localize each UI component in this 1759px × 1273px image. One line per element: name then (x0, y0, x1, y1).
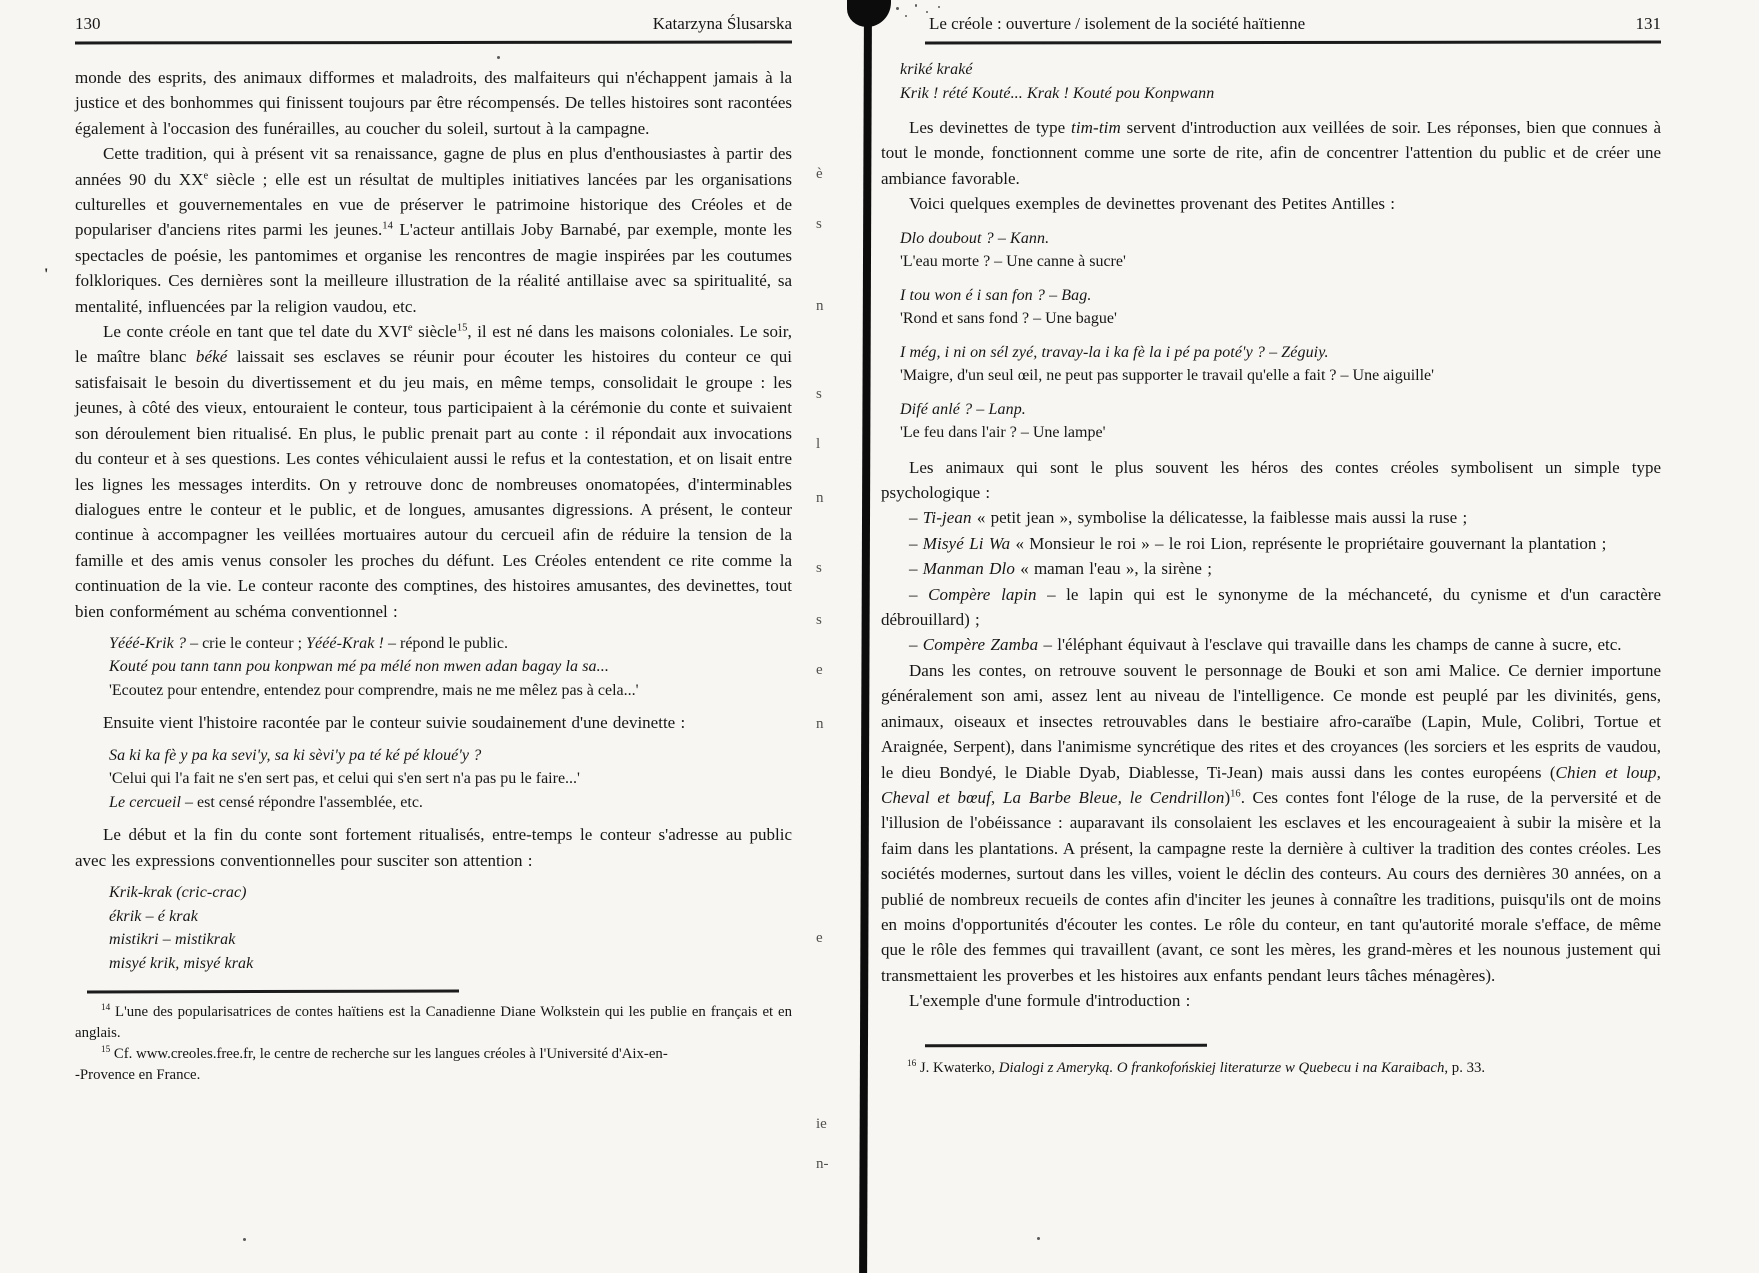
quote-line: 'Maigre, d'un seul œil, ne peut pas supporter le travail qu'elle a fait ? – Une aiguille' (900, 367, 1435, 385)
page-131 (881, 14, 1661, 1079)
footnote-16: $^{16}$ J. Kwaterko, Dialogi z Ameryką. O frankofońskiej literaturze w Quebecu i na Karaibach, p. 33. (907, 1057, 1486, 1076)
scan-speck (1037, 1237, 1040, 1240)
paragraph-exemple: L'exemple d'une formule d'introduction : (909, 991, 1191, 1011)
quote-line: I tou won é i san fon ? – Bag. (900, 286, 1092, 304)
right-footnotes (881, 1058, 1661, 1079)
right-footnote-separator (925, 1043, 1207, 1046)
quote-line: Kouté pou tann tann pou konpwan mé pa mélé non mwen adan bagay la sa... (109, 658, 609, 676)
paragraph-voici: Voici quelques exemples de devinettes provenant des Petites Antilles : (909, 194, 1396, 214)
paragraph-continuation: monde des esprits, des animaux difformes et maladroits, des malfaiteurs qui n'échappent jamais à la justice et des bonhommes qui finissent toujours par être récompensés. De telles histoires sont racontées également à l'occasion des funérailles, au coucher du soleil, surtout à la campagne. (75, 68, 792, 138)
gutter-text-fragment: è (816, 166, 823, 182)
quote-line: 'L'eau morte ? – Une canne à sucre' (900, 253, 1126, 271)
gutter-text-fragment: n (816, 716, 824, 732)
gutter-text-fragment: e (816, 930, 823, 946)
paragraph-devinettes: Les devinettes de type tim-tim servent d'introduction aux veillées de soir. Les réponses, bien que connues à tout le monde, fonctionnent comme une sorte de rite, afin de concentrer l'attention du public et de créer une ambiance favorable. (881, 118, 1662, 188)
quote-line: 'Ecoutez pour entendre, entendez pour comprendre, mais ne me mêlez pas à cela...' (109, 681, 639, 699)
quote-line: kriké kraké (900, 61, 973, 78)
quote-line: misyé krik, misyé krak (109, 954, 254, 972)
gutter-text-fragment: n (816, 298, 824, 314)
right-page-header (881, 14, 1661, 40)
paragraph-conte-creole: Le conte créole en tant que tel date du XVIe siècle$^{15}$, il est né dans les maisons coloniales. Le soir, le maître blanc béké laissait ses esclaves se réunir pour écouter les histoires du conteur ce qui satisfaisait le besoin du divertissement et du jeu mais, en même temps, consolidait le groupe : les jeunes, à côté des vieux, entouraient le conteur, tous participaient à la cérémonie du conte et suivaient son déroulement bien ritualisé. En plus, le public prenait part au conte : il répondait aux invocations du conteur et à ses questions. Les contes véhiculaient aussi le refus et la contestation, et on lisait entre les lignes les messages interdits. On y retrouve donc de nombreuses onomatopées, d'interminables dialogues entre le conteur et le public, et de longues, amusantes digressions. A présent, le conteur continue à accompagner les veillées mortuaires autour du cercueil afin de réduire la tension de la famille et des amis venus consoler les proches du défunt. Les Créoles entendent ce rite comme la continuation de la vie. Le conteur raconte des comptines, des histoires amusantes, des devinettes, tout bien conformément au schéma conventionnel : (75, 322, 792, 621)
left-page-header (75, 14, 792, 40)
margin-stray-mark: ' (44, 266, 49, 283)
gutter-text-fragment: s (816, 612, 822, 628)
quote-line: Difé anlé ? – Lanp. (900, 400, 1026, 418)
right-page-number: 131 (1635, 14, 1661, 33)
quote-line: Yééé-Krik ? – crie le conteur ; Yééé-Krak ! – répond le public. (109, 634, 508, 652)
quote-line: ékrik – é krak (109, 907, 198, 925)
right-header-rule (925, 40, 1661, 44)
gutter-text-fragment: s (816, 216, 822, 232)
scan-speck (243, 1238, 246, 1241)
footnote-14: $^{14}$ L'une des popularisatrices de contes haïtiens est la Canadienne Diane Wolkstein qui les publie en français et en anglais. (75, 1002, 792, 1042)
paragraph-tradition: Cette tradition, qui à présent vit sa renaissance, gagne de plus en plus d'enthousiastes à partir des années 90 du XXe siècle ; elle est un résultat de multiples initiatives lancées par les organisations culturelles et gouvernementales en vue de préserver le patrimoine historique des Créoles et de populariser d'anciens rites parmi les jeunes.$^{14}$ L'acteur antillais Joby Barnabé, par exemple, monte les spectacles de poésie, les pantomimes et organise les rencontres de magie inspirées par les coutumes folkloriques. Ces dernières sont la meilleure illustration de la réalité antillaise avec sa spiritualité, sa mentalité, influencées par la religion vaudou, etc. (75, 144, 792, 316)
page-130 (75, 14, 792, 1086)
left-running-header: Katarzyna Ślusarska (652, 14, 792, 33)
gutter-text-fragment: s (816, 386, 822, 402)
list-item-misye: – Misyé Li Wa « Monsieur le roi » – le roi Lion, représente le propriétaire gouvernant la plantation ; (909, 533, 1607, 553)
scan-speck (938, 6, 940, 8)
gutter-text-fragment: l (816, 436, 821, 452)
gutter-text-fragment: n (816, 490, 824, 506)
riddle-4 (900, 398, 1661, 445)
gutter-text-fragment: ie (816, 1116, 827, 1132)
quote-line: mistikri – mistikrak (109, 931, 236, 949)
list-item-manman: – Manman Dlo « maman l'eau », la sirène ; (909, 559, 1212, 579)
scan-speck (896, 7, 899, 10)
paragraph-debut-fin: Le début et la fin du conte sont fortement ritualisés, entre-temps le conteur s'adresse au public avec les expressions conventionnelles pour susciter son attention : (75, 825, 792, 870)
riddle-2 (900, 284, 1661, 331)
quote-line: I még, i ni on sél zyé, travay-la i ka fè la i pé pa poté'y ? – Zéguiy. (900, 343, 1329, 361)
left-header-rule (75, 40, 792, 44)
quote-line: 'Rond et sans fond ? – Une bague' (900, 310, 1117, 328)
paragraph-animaux: Les animaux qui sont le plus souvent les héros des contes créoles symbolisent un simple type psychologique : (881, 457, 1661, 503)
paragraph-ensuite: Ensuite vient l'histoire racontée par le conteur suivie soudainement d'une devinette : (103, 713, 686, 733)
creole-quote-devinette (109, 744, 792, 815)
left-footnote-separator (87, 990, 459, 994)
list-item-tijean: – Ti-jean « petit jean », symbolise la délicatesse, la faiblesse mais aussi la ruse ; (909, 508, 1468, 528)
list-item-compere-zamba: – Compère Zamba – l'éléphant équivaut à l'esclave qui travaille dans les champs de canne à sucre, etc. (909, 635, 1622, 655)
quote-line: Krik ! rété Kouté... Krak ! Kouté pou Konpwann (900, 84, 1215, 102)
quote-line: Le cercueil – est censé répondre l'assemblée, etc. (109, 793, 423, 811)
footnote-15: $^{15}$ Cf. www.creoles.free.fr, le centre de recherche sur les langues créoles à l'Université d'Aix-en- -Provence en France. (75, 1044, 668, 1084)
quote-line: Dlo doubout ? – Kann. (900, 229, 1050, 247)
creole-quote-krik-krak (109, 881, 792, 975)
creole-quote-krik (109, 632, 792, 703)
book-gutter-line (859, 0, 872, 1273)
scan-speck (497, 56, 500, 59)
quote-line: 'Celui qui l'a fait ne s'en sert pas, et celui qui s'en sert n'a pas pu le faire...' (109, 770, 580, 788)
left-page-number: 130 (75, 14, 101, 33)
quote-line: Sa ki ka fè y pa ka sevi'y, sa ki sèvi'y pa té ké pé kloué'y ? (109, 746, 482, 764)
gutter-text-fragment: n- (816, 1156, 829, 1172)
scan-speck (915, 4, 917, 7)
list-item-compere-lapin: – Compère lapin – le lapin qui est le synonyme de la méchanceté, du cynisme et d'un caractère débrouillard) ; (881, 584, 1661, 630)
riddle-3 (900, 341, 1661, 388)
quote-line: Krik-krak (cric-crac) (109, 884, 247, 902)
right-running-header: Le créole : ouverture / isolement de la société haïtienne (929, 14, 1306, 33)
right-page-body (881, 58, 1661, 1014)
left-footnotes (75, 1002, 792, 1086)
gutter-text-fragment: s (816, 560, 822, 576)
scan-speck (926, 11, 928, 13)
gutter-text-fragment: e (816, 662, 823, 678)
riddle-1 (900, 227, 1661, 274)
quote-line: 'Le feu dans l'air ? – Une lampe' (900, 424, 1106, 442)
scan-speck (905, 15, 907, 17)
paragraph-bouki: Dans les contes, on retrouve souvent le personnage de Bouki et son ami Malice. Ce dernier importune généralement son ami, assez lent au niveau de l'intelligence. Ce monde est peuplé par les divinités, gens, animaux, oiseaux et insectes retrouvables dans le bestiaire afro-caraïbe (Lapin, Mule, Colibri, Tortue et Araignée, Serpent), dans l'animisme syncrétique des rites et des croyances (les sorciers et les esprits de vaudou, le dieu Bondyé, le Diable Dyab, Diablesse, Ti-Jean) mais aussi dans les contes européens (Chien et loup, Cheval et bœuf, La Barbe Bleue, le Cendrillon)$^{16}$. Ces contes font l'éloge de la ruse, de la perversité et de l'illusion de l'obéissance : auparavant ils consolaient les esclaves et les encourageaient à subir la misère et la faim dans les plantations. A présent, la campagne reste la dernière à cultiver la tradition des contes créoles. Les sociétés modernes, surtout dans les villes, voient le déclin des conteurs. Au cours des dernières 30 années, on a publié de nombreux recueils de contes afin d'inciter les jeunes à connaître les traditions, puisqu'ils ont de moins en moins d'opportunités d'écouter les contes. Le rôle du conteur, en tant qu'autorité morale s'efface, de même que le rôle des femmes qui travaillent (avant, ce sont les mères, les grand-mères et les nounous justement qui transmettaient les proverbes et les histoires aux enfants pendant leurs tâches ménagères). (881, 660, 1662, 985)
creole-quote-krike (900, 58, 1661, 105)
left-page-body (75, 65, 792, 975)
